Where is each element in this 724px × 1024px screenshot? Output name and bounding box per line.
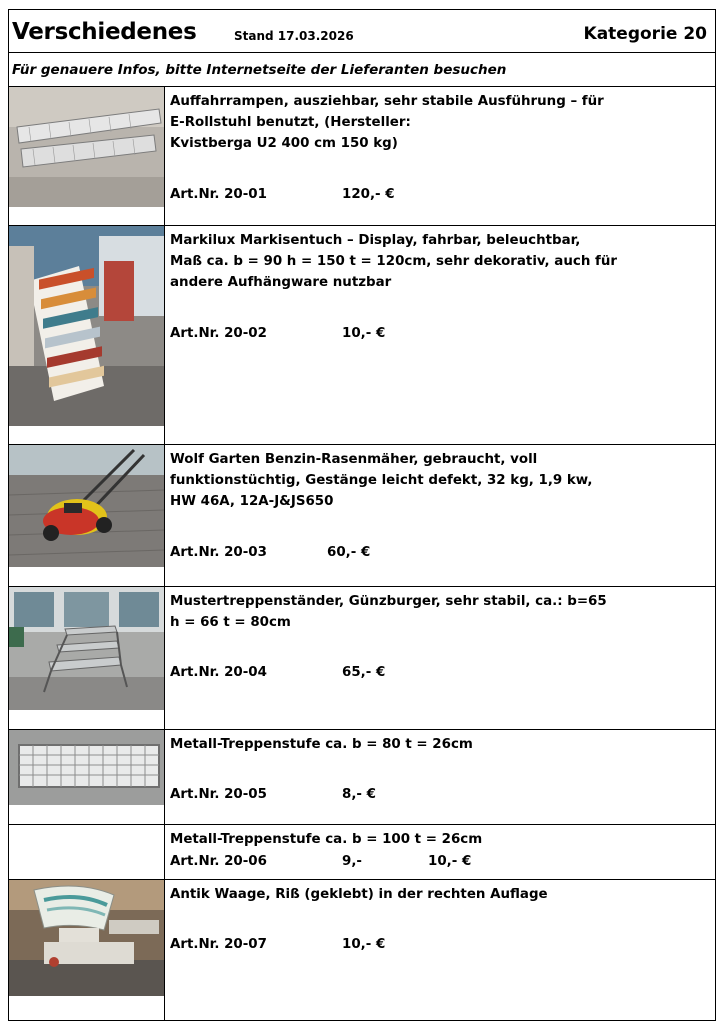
page-header [9, 10, 715, 53]
desc-line: Metall-Treppenstufe ca. b = 100 t = 26cm [170, 832, 483, 847]
desc-line: Auffahrrampen, ausziehbar, sehr stabile Ausführung – für [170, 94, 604, 109]
desc-line: Metall-Treppenstufe ca. b = 80 t = 26cm [170, 737, 473, 752]
info-text: Für genauere Infos, bitte Internetseite der Lieferanten besuchen [12, 62, 507, 78]
display-photo [9, 226, 164, 426]
image-cell [9, 825, 165, 879]
desc-line: h = 66 t = 80cm [170, 615, 291, 630]
article-line [170, 665, 386, 680]
article-number: Art.Nr. 20-03 [170, 545, 267, 560]
item-description [170, 230, 710, 293]
item-description [170, 829, 710, 850]
item-price: 10,- € [428, 854, 472, 869]
item-price: 10,- € [342, 937, 386, 952]
desc-line: Markilux Markisentuch – Display, fahrbar, beleuchtbar, [170, 233, 581, 248]
desc-line: Antik Waage, Riß (geklebt) in der rechten Auflage [170, 887, 548, 902]
date-stand: Stand 17.03.2026 [234, 29, 354, 43]
lawnmower-photo [9, 445, 164, 567]
catalog-page [8, 9, 716, 1021]
item-row [9, 730, 715, 825]
image-cell [9, 587, 165, 729]
article-number: Art.Nr. 20-01 [170, 187, 267, 202]
metal-step-photo [9, 730, 164, 805]
item-row [9, 880, 715, 1021]
item-price: 60,- € [327, 545, 371, 560]
desc-line: andere Aufhängware nutzbar [170, 275, 392, 290]
scale-photo [9, 880, 164, 996]
image-cell [9, 880, 165, 1021]
desc-line: funktionstüchtig, Gestänge leicht defekt, 32 kg, 1,9 kw, [170, 473, 593, 488]
category-label: Kategorie 20 [583, 24, 707, 44]
item-row [9, 825, 715, 880]
desc-line: Mustertreppenständer, Günzburger, sehr stabil, ca.: b=65 [170, 594, 607, 609]
item-price: 120,- € [342, 187, 395, 202]
item-row [9, 587, 715, 730]
ramp-photo [9, 87, 164, 207]
article-line [170, 854, 472, 869]
item-description [170, 734, 710, 755]
item-description [170, 91, 710, 154]
info-banner [9, 53, 715, 87]
article-line [170, 326, 386, 341]
article-number: Art.Nr. 20-04 [170, 665, 267, 680]
article-line [170, 787, 376, 802]
item-description [170, 449, 710, 512]
item-row [9, 226, 715, 445]
article-line [170, 937, 386, 952]
stair-stand-photo [9, 587, 164, 710]
item-price-old: 9,- [342, 854, 362, 869]
article-number: Art.Nr. 20-07 [170, 937, 267, 952]
item-description [170, 591, 710, 633]
desc-line: E-Rollstuhl benutzt, (Hersteller: [170, 115, 411, 130]
image-cell [9, 226, 165, 444]
desc-line: Kvistberga U2 400 cm 150 kg) [170, 136, 398, 151]
item-row [9, 445, 715, 587]
desc-line: Maß ca. b = 90 h = 150 t = 120cm, sehr dekorativ, auch für [170, 254, 617, 269]
image-cell [9, 445, 165, 586]
article-line [170, 187, 395, 202]
item-row [9, 87, 715, 226]
item-price: 8,- € [342, 787, 376, 802]
article-number: Art.Nr. 20-05 [170, 787, 267, 802]
article-line [170, 545, 371, 560]
item-description [170, 884, 710, 905]
image-cell [9, 87, 165, 225]
item-price: 65,- € [342, 665, 386, 680]
article-number: Art.Nr. 20-06 [170, 854, 267, 869]
item-price: 10,- € [342, 326, 386, 341]
desc-line: Wolf Garten Benzin-Rasenmäher, gebraucht, voll [170, 452, 538, 467]
image-cell [9, 730, 165, 824]
page-title: Verschiedenes [12, 19, 197, 45]
article-number: Art.Nr. 20-02 [170, 326, 267, 341]
desc-line: HW 46A, 12A-J&JS650 [170, 494, 334, 509]
